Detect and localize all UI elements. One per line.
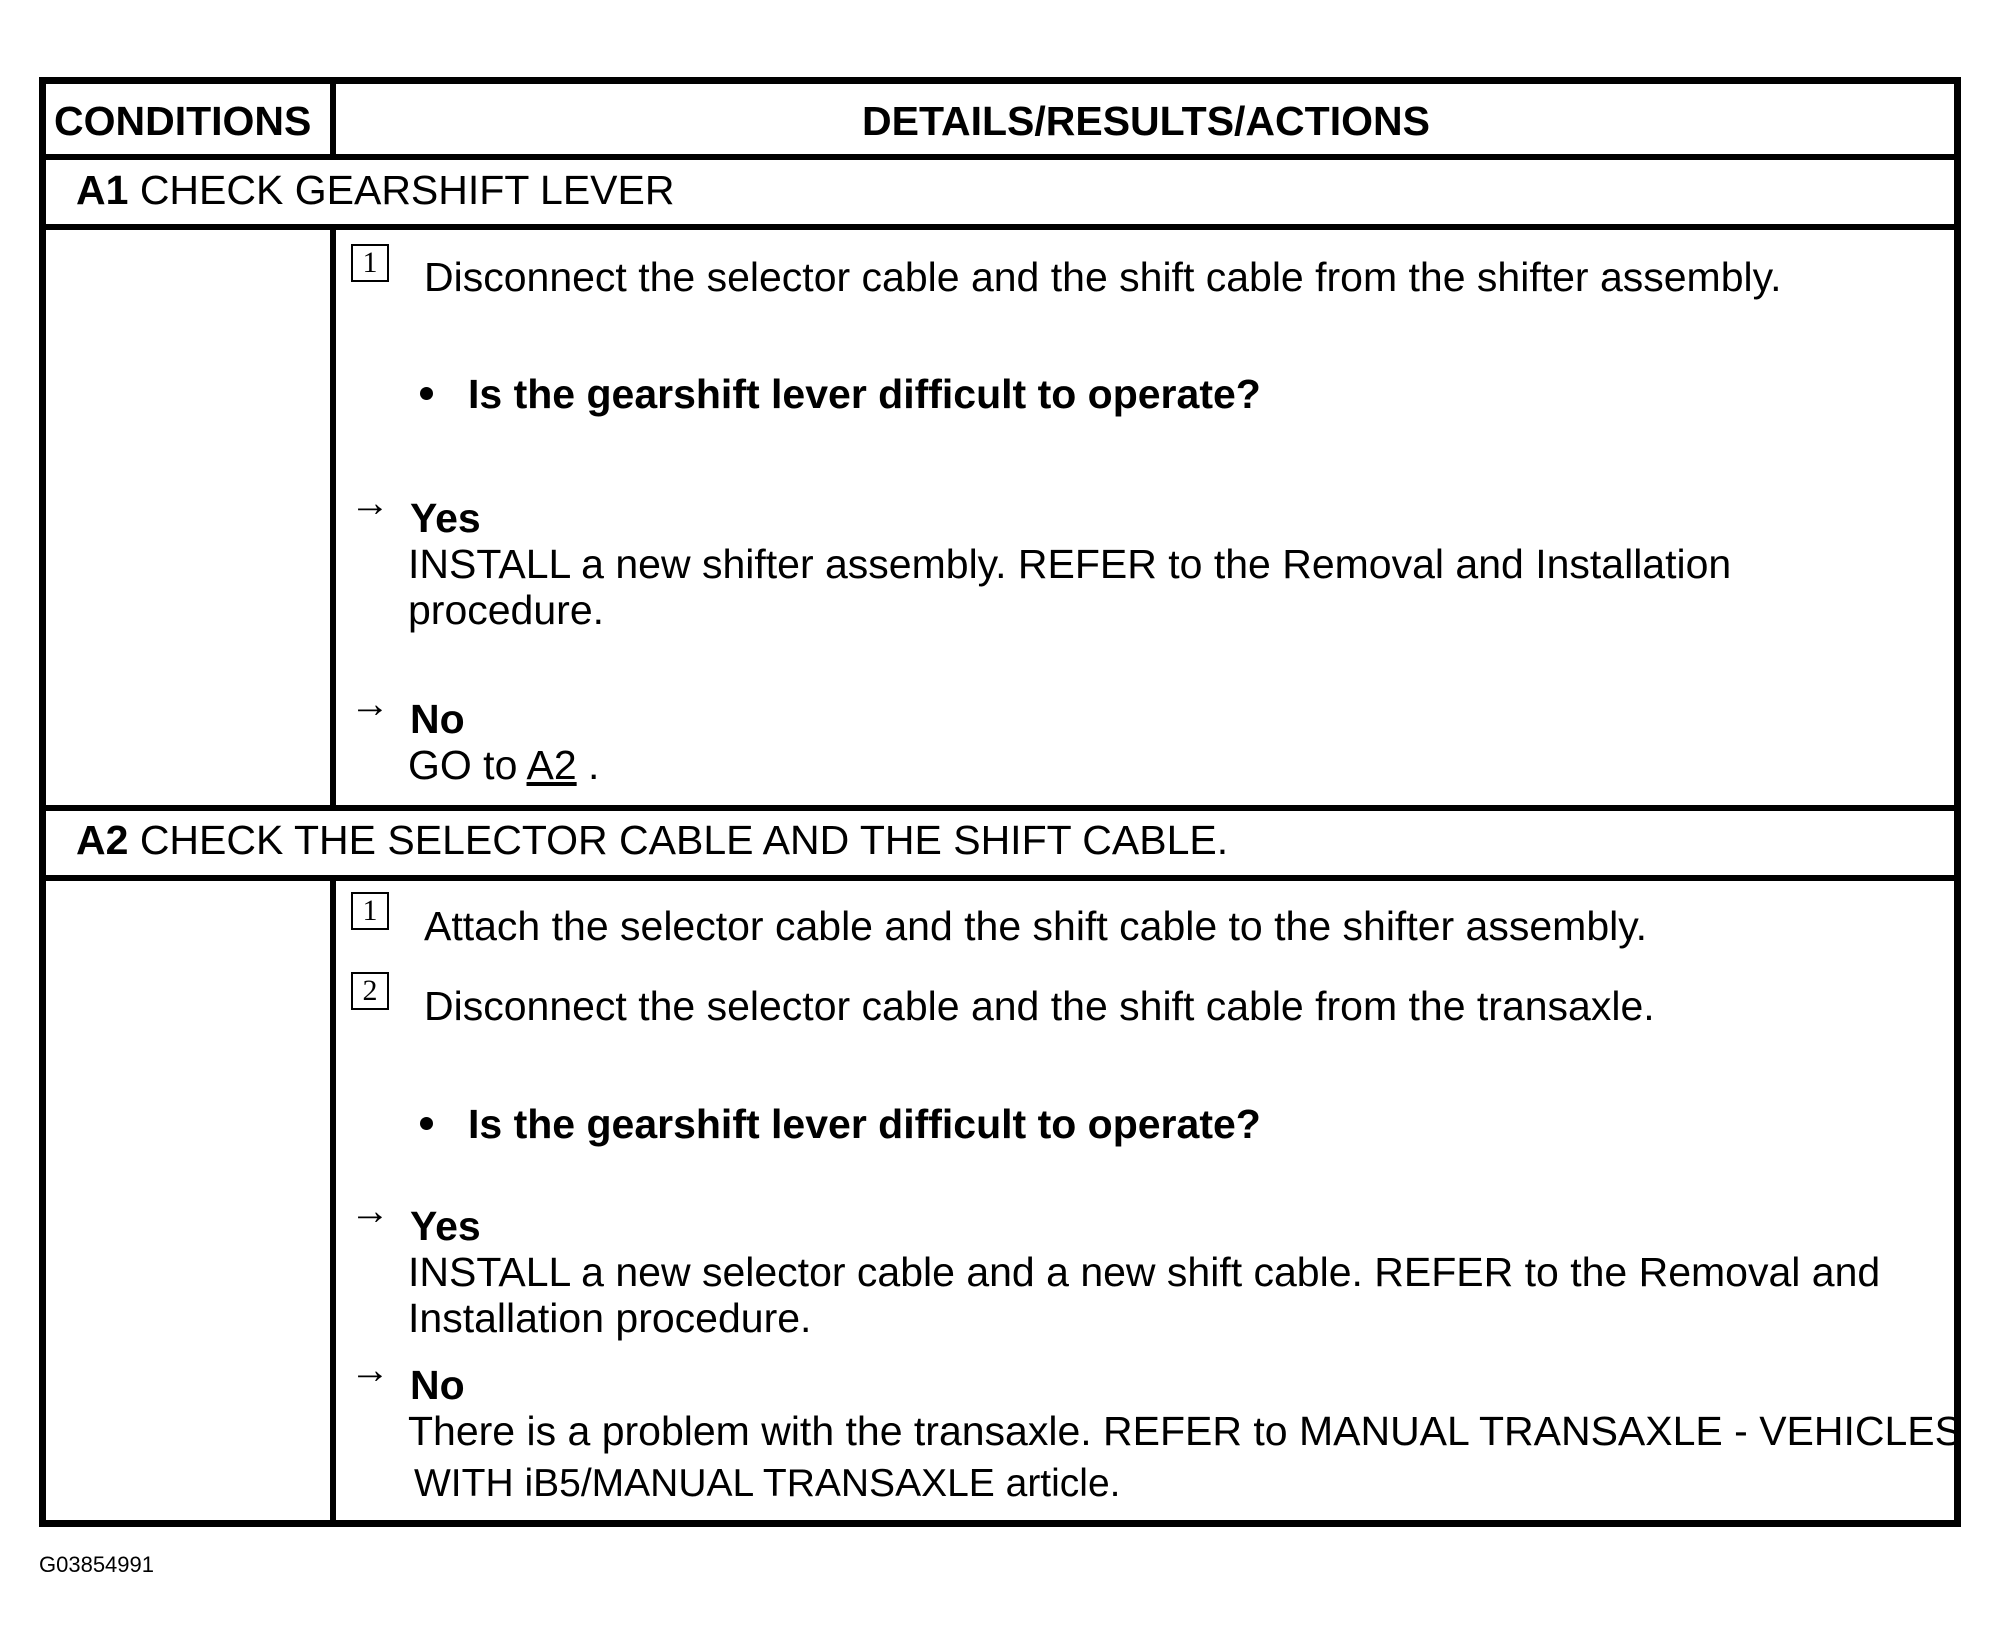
- a1-no-prefix: GO to: [408, 742, 527, 788]
- a2-section-title: [76, 817, 1229, 863]
- diagnostic-table: [39, 77, 1961, 1527]
- a2-question: Is the gearshift lever difficult to operate?: [468, 1101, 1261, 1147]
- a2-no-line-1: There is a problem with the transaxle. REFER to MANUAL TRANSAXLE - VEHICLES: [408, 1408, 1962, 1454]
- a1-no-arrow-icon: →: [350, 682, 390, 726]
- a2-question-bullet: [420, 1117, 433, 1130]
- header-column-divider: [330, 84, 336, 154]
- a1-question-bullet: [420, 387, 433, 400]
- a2-step-2-text: Disconnect the selector cable and the shift cable from the transaxle.: [424, 983, 1655, 1029]
- a1-question: Is the gearshift lever difficult to operate?: [468, 371, 1261, 417]
- a1-code: A1: [76, 167, 129, 213]
- a1-yes-line-2: procedure.: [408, 587, 605, 633]
- a1-title: CHECK GEARSHIFT LEVER: [139, 167, 675, 213]
- header-conditions: CONDITIONS: [54, 98, 312, 144]
- a2-yes-label: Yes: [410, 1203, 481, 1249]
- a2-step-1-text: Attach the selector cable and the shift cable to the shifter assembly.: [424, 903, 1648, 949]
- a1-column-divider: [330, 224, 336, 805]
- a2-no-arrow-icon: →: [350, 1348, 390, 1392]
- figure-id: G03854991: [39, 1552, 154, 1577]
- a1-no-suffix: .: [576, 742, 600, 788]
- a2-column-divider: [330, 875, 336, 1527]
- goto-a2-link[interactable]: A2: [526, 742, 577, 788]
- header-divider: [46, 154, 1954, 160]
- a2-yes-arrow-icon: →: [350, 1189, 390, 1233]
- a1-yes-line-1: INSTALL a new shifter assembly. REFER to the Removal and Installation: [408, 541, 1732, 587]
- a1-no-label: No: [410, 696, 465, 742]
- a1-yes-arrow-icon: →: [350, 481, 390, 525]
- a2-yes-line-2: Installation procedure.: [408, 1295, 812, 1341]
- a2-no-line-2: WITH iB5/MANUAL TRANSAXLE article.: [414, 1462, 1121, 1505]
- a2-step-2-number: 2: [351, 972, 389, 1010]
- a1-step-1-text: Disconnect the selector cable and the shift cable from the shifter assembly.: [424, 254, 1782, 300]
- a2-top-divider: [46, 805, 1954, 811]
- a1-no-action: [408, 742, 600, 788]
- a2-step-1-number: 1: [351, 892, 389, 930]
- a2-yes-line-1: INSTALL a new selector cable and a new shift cable. REFER to the Removal and: [408, 1249, 1881, 1295]
- header-details: DETAILS/RESULTS/ACTIONS: [862, 98, 1430, 144]
- a1-yes-label: Yes: [410, 495, 481, 541]
- a1-section-title: [76, 167, 675, 213]
- a2-title: CHECK THE SELECTOR CABLE AND THE SHIFT CABLE.: [139, 817, 1229, 863]
- a2-code: A2: [76, 817, 129, 863]
- a2-no-label: No: [410, 1362, 465, 1408]
- a1-step-1-number: 1: [351, 244, 389, 282]
